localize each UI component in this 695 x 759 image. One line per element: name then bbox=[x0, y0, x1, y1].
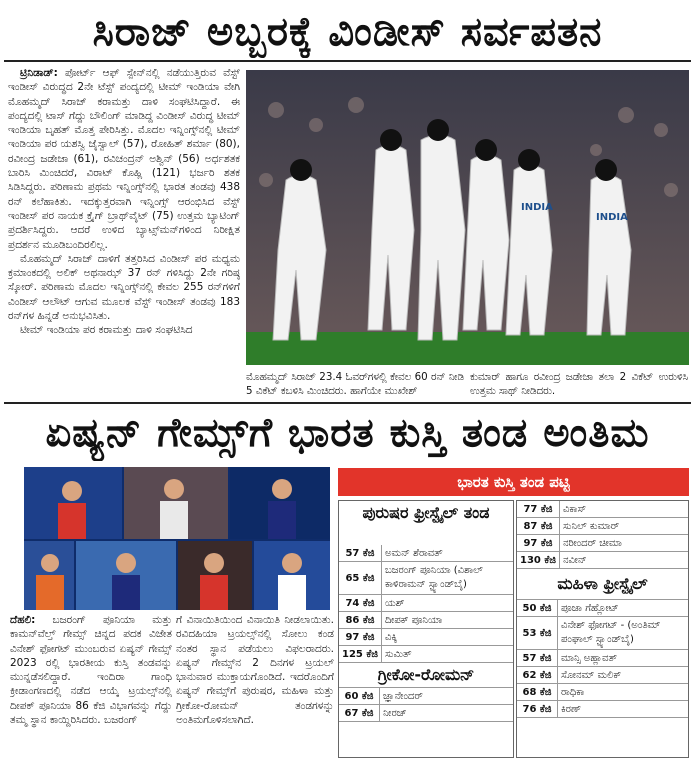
headline-cricket: ಸಿರಾಜ್ ಅಬ್ಬರಕ್ಕೆ ವಿಂಡೀಸ್ ಸರ್ವಪತನ bbox=[92, 9, 603, 55]
wrestling-article-col1 bbox=[10, 613, 172, 758]
table-row bbox=[517, 650, 688, 667]
womens-freestyle-title: ಮಹಿಳಾ ಫ್ರೀಸ್ಟೈಲ್ bbox=[517, 569, 688, 600]
weight-class: 57 ಕೆಜಿ bbox=[339, 545, 381, 562]
weight-class: 86 ಕೆಜಿ bbox=[339, 612, 381, 629]
mens-freestyle-table bbox=[339, 545, 513, 663]
wrestler-name: ಕಿರಣ್ bbox=[558, 701, 689, 718]
wrestler-name: ಬಜರಂಗ್ ಪೂನಿಯಾ (ವಿಶಾಲ್ ಕಾಳಿರಾಮನ್ ಸ್ಟ್ಯಾಂಡ್‌ಬೈ) bbox=[381, 562, 513, 595]
dateline: ಟ್ರಿನಿಡಾಡ್: bbox=[20, 67, 58, 79]
table-row bbox=[517, 501, 688, 518]
wrestler-name: ಸುನಿಲ್ ಕುಮಾರ್ bbox=[559, 518, 688, 535]
headline-wrestling: ಏಷ್ಯನ್ ಗೇಮ್ಸ್‌ಗೆ ಭಾರತ ಕುಸ್ತಿ ತಂಡ ಅಂತಿಮ bbox=[45, 410, 650, 456]
table-row bbox=[517, 701, 688, 718]
wrestler-name: ಅಮನ್ ಶೆರಾವತ್ bbox=[381, 545, 513, 562]
wrestler-name: ನವೀನ್ bbox=[559, 552, 688, 569]
team-list-right-column bbox=[516, 500, 689, 758]
table-row bbox=[517, 684, 688, 701]
greco-roman-table-continued bbox=[517, 501, 688, 569]
table-row bbox=[339, 545, 513, 562]
table-row bbox=[339, 688, 513, 705]
table-row bbox=[517, 667, 688, 684]
weight-class: 74 ಕೆಜಿ bbox=[339, 595, 381, 612]
wrestler-name: ವಿಕಾಸ್ bbox=[559, 501, 688, 518]
wrestler-name: ಜ್ಞಾನೇಂದರ್ bbox=[380, 688, 514, 705]
table-row bbox=[517, 617, 688, 650]
weight-class: 97 ಕೆಜಿ bbox=[517, 535, 559, 552]
svg-text:INDIA: INDIA bbox=[521, 202, 553, 213]
wrestler-name: ನರೀಂದರ್ ಚೀಮಾ bbox=[559, 535, 688, 552]
wrestler-name: ಸೋನಮ್ ಮಲಿಕ್ bbox=[558, 667, 689, 684]
dateline: ದೆಹಲಿ: bbox=[10, 614, 36, 626]
weight-class: 67 ಕೆಜಿ bbox=[339, 705, 380, 722]
article-paragraph: ಬಜರಂಗ್ ಪೂನಿಯಾ ಮತ್ತು ಕಾಮನ್‌ವೆಲ್ತ್ ಗೇಮ್ಸ್ ಚಿನ್ನದ ಪದಕ ವಿಜೇತ ವಿನೇಶ್ ಫೋಗಟ್ ಮುಂಬರುವ ಏಷ್ಯನ್ ಗೇಮ್ಸ್ 2023 ರಲ್ಲಿ ಭಾರತೀಯ ಕುಸ್ತಿ ತಂಡವನ್ನು ಮುನ್ನಡೆಸಲಿದ್ದಾರೆ. ಇಂದಿರಾ ಗಾಂಧಿ ಕ್ರೀಡಾಂಗಣದಲ್ಲಿ ನಡೆದ ಆಯ್ಕೆ ಟ್ರಯಲ್ಸ್‌ನಲ್ಲಿ ದೀಪಕ್ ಪೂನಿಯಾ 86 ಕೆಜಿ ವಿಭಾಗವನ್ನು ಗೆದ್ದು ತಮ್ಮ ಸ್ಥಾನ ಕಾಯ್ದಿರಿಸಿದರು. ಬಜರಂಗ್ bbox=[10, 614, 172, 727]
table-row bbox=[517, 600, 688, 617]
team-list-left-column bbox=[338, 500, 514, 758]
wrestler-name: ಪೂಜಾ ಗೆಹ್ಲೋಟ್ bbox=[558, 600, 689, 617]
womens-freestyle-table bbox=[517, 600, 688, 718]
wrestling-team-list bbox=[338, 468, 689, 758]
table-row bbox=[517, 518, 688, 535]
table-row bbox=[517, 535, 688, 552]
weight-class: 57 ಕೆಜಿ bbox=[517, 650, 558, 667]
wrestler-name: ಸುಮಿತ್ bbox=[381, 646, 513, 663]
weight-class: 50 ಕೆಜಿ bbox=[517, 600, 558, 617]
table-row bbox=[339, 646, 513, 663]
table-row bbox=[339, 629, 513, 646]
wrestlers-photo-collage bbox=[24, 467, 330, 610]
divider bbox=[4, 402, 691, 404]
cricket-article-body bbox=[8, 66, 240, 386]
wrestler-name: ದೀಪಕ್ ಪೂನಿಯಾ bbox=[381, 612, 513, 629]
weight-class: 97 ಕೆಜಿ bbox=[339, 629, 381, 646]
weight-class: 68 ಕೆಜಿ bbox=[517, 684, 558, 701]
photo-caption: ಮೊಹಮ್ಮದ್ ಸಿರಾಜ್ 23.4 ಓವರ್‌ಗಳಲ್ಲಿ ಕೇವಲ 60 ರನ್ ನೀಡಿ 5 ವಿಕೆಟ್ ಕಬಳಿಸಿ ಮಿಂಚಿದರು. ಹಾಗೆಯೇ ಮುಖೇಶ್ bbox=[246, 371, 464, 397]
weight-class: 60 ಕೆಜಿ bbox=[339, 688, 380, 705]
table-row bbox=[339, 612, 513, 629]
weight-class: 76 ಕೆಜಿ bbox=[517, 701, 558, 718]
table-row bbox=[339, 562, 513, 595]
weight-class: 77 ಕೆಜಿ bbox=[517, 501, 559, 518]
wrestler-name: ನೀರಜ್ bbox=[380, 705, 514, 722]
svg-text:INDIA: INDIA bbox=[596, 212, 628, 223]
greco-roman-table bbox=[339, 688, 513, 722]
weight-class: 65 ಕೆಜಿ bbox=[339, 562, 381, 595]
weight-class: 62 ಕೆಜಿ bbox=[517, 667, 558, 684]
weight-class: 130 ಕೆಜಿ bbox=[517, 552, 559, 569]
wrestler-name: ವಿಕ್ಕಿ bbox=[381, 629, 513, 646]
divider bbox=[4, 60, 691, 62]
table-row bbox=[339, 705, 513, 722]
article-paragraph: ಗೆ ವಿನಾಯಿತಿಯಿಂದ ವಿನಾಯಿತಿ ನೀಡಲಾಯಿತು. ರವಿದಹಿಯಾ ಟ್ರಯಲ್ಸ್‌ನಲ್ಲಿ ಸೋಲು ಕಂಡ ನಂತರ ಸ್ಥಾನ ಪಡೆಯಲು ವಿಫಲರಾದರು. ಏಷ್ಯನ್ ಗೇಮ್ಸ್‌ನ 2 ದಿನಗಳ ಟ್ರಯಲ್ ಭಾನುವಾರ ಮುಕ್ತಾಯಗೊಂಡಿದೆ. ಇದರೊಂದಿಗೆ ಏಷ್ಯನ್ ಗೇಮ್ಸ್‌ಗೆ ಪುರುಷರ, ಮಹಿಳಾ ಮತ್ತು ಗ್ರೀಕೋ-ರೋಮನ್ ತಂಡಗಳನ್ನು ಅಂತಿಮಗೊಳಿಸಲಾಗಿದೆ. bbox=[176, 614, 334, 727]
photo-caption: ಕುಮಾರ್ ಹಾಗೂ ರವೀಂದ್ರ ಜಡೇಜಾ ತಲಾ 2 ವಿಕೆಟ್ ಉರುಳಿಸಿ ಉತ್ತಮ ಸಾಥ್ ನೀಡಿದರು. bbox=[470, 371, 688, 397]
wrestling-article-col2 bbox=[176, 613, 334, 758]
table-row bbox=[517, 552, 688, 569]
mens-freestyle-title: ಪುರುಷರ ಫ್ರೀಸ್ಟೈಲ್ ತಂಡ bbox=[362, 503, 490, 522]
wrestler-name: ಯಶ್ bbox=[381, 595, 513, 612]
greco-roman-title: ಗ್ರೀಕೋ-ರೋಮನ್ bbox=[339, 663, 513, 688]
weight-class: 125 ಕೆಜಿ bbox=[339, 646, 381, 663]
cricket-team-photo bbox=[246, 70, 689, 365]
article-paragraph: ಪೋರ್ಟ್ ಆಫ್ ಸ್ಪೇನ್‌ನಲ್ಲಿ ನಡೆಯುತ್ತಿರುವ ವೆಸ್ಟ್ ಇಂಡೀಸ್ ವಿರುದ್ಧದ 2ನೇ ಟೆಸ್ಟ್ ಪಂದ್ಯದಲ್ಲಿ ಟೀಮ್ ಇಂಡಿಯಾ ವೇಗಿ ಮೊಹಮ್ಮದ್ ಸಿರಾಜ್ ಕರಾಮತ್ತು ದಾಳಿ ಸಂಘಟಿಸಿದ್ದಾರೆ. ಈ ಪಂದ್ಯದಲ್ಲಿ ಟಾಸ್ ಗೆದ್ದು ಬೌಲಿಂಗ್ ಮಾಡಿದ್ದ ವಿಂಡೀಸ್ ವಿರುದ್ಧ ಟೀಮ್ ಇಂಡಿಯಾ ಬೃಹತ್ ಮೊತ್ತ ಪೇರಿಸಿತ್ತು. ಮೊದಲ ಇನ್ನಿಂಗ್ಸ್‌ನಲ್ಲಿ ಟೀಮ್ ಇಂಡಿಯಾ ಪರ ಯಶಸ್ವಿ ಜೈಸ್ವಾಲ್ (57), ರೋಹಿತ್ ಶರ್ಮಾ (80), ರವೀಂದ್ರ ಜಡೇಜಾ (61), ರವಿಚಂದ್ರನ್ ಅಶ್ವಿನ್ (56) ಅರ್ಧಶತಕ ಬಾರಿಸಿ ಮಿಂಚಿದರೆ, ವಿರಾಟ್ ಕೊಹ್ಲಿ (121) ಭರ್ಜರಿ ಶತಕ ಸಿಡಿಸಿದ್ದರು. ಪರಿಣಾಮ ಪ್ರಥಮ ಇನ್ನಿಂಗ್ಸ್‌ನಲ್ಲಿ ಭಾರತ ತಂಡವು 438 ರನ್ ಕಲೆಹಾಕಿತು. ಇದಕ್ಕುತ್ತರವಾಗಿ ಇನ್ನಿಂಗ್ಸ್ ಆರಂಭಿಸಿದ ವೆಸ್ಟ್ ಇಂಡೀಸ್ ಪರ ನಾಯಕ ಕ್ರೈಗ್ ಬ್ರಾಥ್‌ವೈಟ್ (75) ಉತ್ತಮ ಬ್ಯಾಟಿಂಗ್ ಪ್ರದರ್ಶಿಸಿದ್ದರು. ಆದರೆ ಉಳಿದ ಬ್ಯಾಟ್ಸ್‌ಮನ್‌ಗಳಿಂದ ನಿರೀಕ್ಷಿತ ಪ್ರದರ್ಶನ ಮೂಡಿಬಂದಿರಲಿಲ್ಲ. bbox=[8, 67, 240, 251]
wrestler-name: ಮಾನ್ಸಿ ಅಹ್ಲಾವತ್ bbox=[558, 650, 689, 667]
article-paragraph: ಮೊಹಮ್ಮದ್ ಸಿರಾಜ್ ದಾಳಿಗೆ ತತ್ತರಿಸಿದ ವಿಂಡೀಸ್ ಪರ ಮಧ್ಯಮ ಕ್ರಮಾಂಕದಲ್ಲಿ ಅಲಿಕ್ ಅಥನಾಝ್ 37 ರನ್ ಗಳಿಸಿದ್ದು 2ನೇ ಗರಿಷ್ಠ ಸ್ಕೋರ್. ಪರಿಣಾಮ ಮೊದಲ ಇನ್ನಿಂಗ್ಸ್‌ನಲ್ಲಿ ಕೇವಲ 255 ರನ್‌ಗಳಿಗೆ ವಿಂಡೀಸ್ ಆಲೌಟ್ ಆಗುವ ಮೂಲಕ ವೆಸ್ಟ್ ಇಂಡೀಸ್ ತಂಡವು 183 ರನ್‌ಗಳ ಹಿನ್ನಡೆ ಅನುಭವಿಸಿತು. bbox=[8, 252, 240, 323]
team-list-title: ಭಾರತ ಕುಸ್ತಿ ತಂಡ ಪಟ್ಟಿ bbox=[338, 468, 689, 496]
article-paragraph: ಟೀಮ್ ಇಂಡಿಯಾ ಪರ ಕರಾಮತ್ತು ದಾಳಿ ಸಂಘಟಿಸಿದ bbox=[20, 324, 193, 337]
wrestler-name: ವಿನೇಶ್ ಫೋಗಟ್ - (ಅಂತಿಮ್ ಪಂಘಾಲ್ ಸ್ಟ್ಯಾಂಡ್‌ಬೈ) bbox=[558, 617, 689, 650]
weight-class: 53 ಕೆಜಿ bbox=[517, 617, 558, 650]
table-row bbox=[339, 595, 513, 612]
wrestler-name: ರಾಧಿಕಾ bbox=[558, 684, 689, 701]
weight-class: 87 ಕೆಜಿ bbox=[517, 518, 559, 535]
